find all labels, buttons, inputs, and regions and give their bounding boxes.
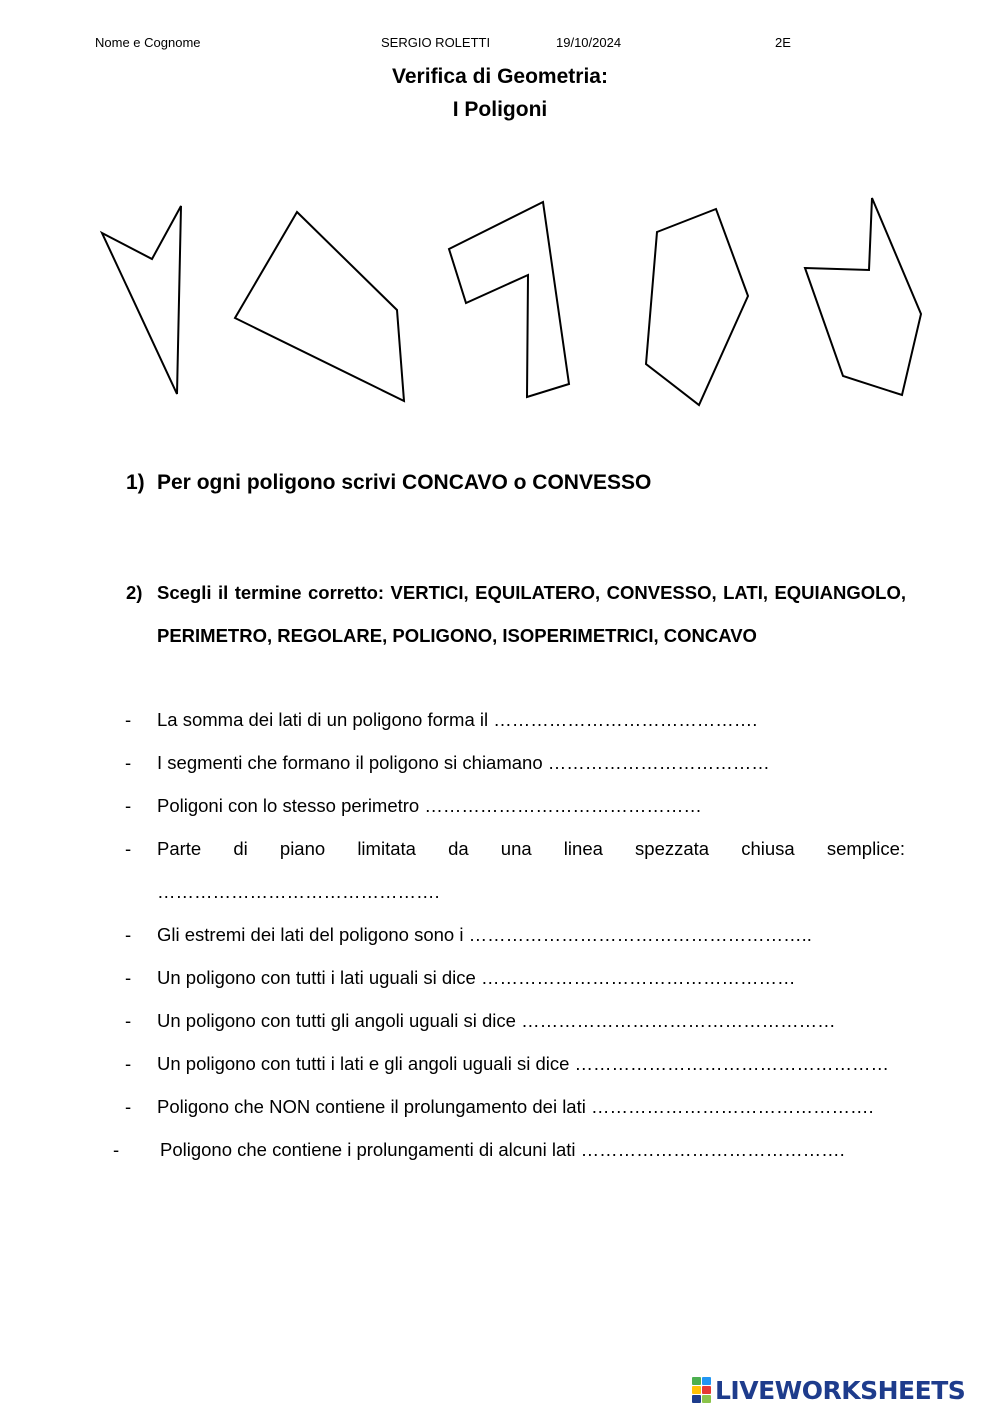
class-label: 2E — [775, 35, 791, 50]
item-dash: - — [125, 1096, 132, 1117]
answer-blank[interactable]: …………………………………………… — [480, 967, 796, 988]
fill-in-list — [0, 698, 1000, 1171]
answer-blank[interactable]: …………………………………………… — [521, 1010, 836, 1031]
item-dash: - — [125, 838, 132, 859]
item-text: I segmenti che formano il poligono si chiamano — [157, 752, 543, 773]
logo-square — [702, 1395, 711, 1403]
item-dash: - — [125, 924, 132, 945]
list-item — [0, 1085, 1000, 1128]
polygon-1 — [102, 206, 181, 394]
date: 19/10/2024 — [556, 35, 622, 50]
liveworksheets-logo-icon — [692, 1377, 712, 1403]
logo-square — [692, 1395, 701, 1403]
item-dash: - — [125, 1010, 132, 1031]
list-item — [0, 784, 1000, 827]
item-dash: - — [125, 709, 132, 730]
question-2-number: 2) — [126, 582, 143, 603]
list-item — [0, 999, 1000, 1042]
polygons-figure — [0, 190, 1000, 420]
answer-blank[interactable]: ……………………………………… — [424, 795, 702, 816]
question-2-text: Scegli il termine corretto: VERTICI, EQUILATERO, CONVESSO, LATI, EQUIANGOLO, PERIMETRO, REGOLARE, POLIGONO, ISOPERIMETRICI, CONCAVO — [157, 582, 906, 646]
answer-blank[interactable]: ……………………………………. — [493, 709, 758, 730]
item-dash: - — [125, 967, 132, 988]
list-item — [0, 1042, 1000, 1085]
polygon-3 — [449, 202, 569, 397]
item-dash: - — [125, 1053, 132, 1074]
item-text: Parte di piano limitata da una linea spezzata chiusa semplice: — [157, 838, 905, 859]
liveworksheets-logo — [692, 1374, 965, 1406]
item-text: Poligono che NON contiene il prolungamento dei lati — [157, 1096, 586, 1117]
logo-square — [702, 1386, 711, 1394]
logo-square — [692, 1386, 701, 1394]
list-item — [0, 956, 1000, 999]
answer-blank[interactable]: …………………………………………… — [574, 1053, 890, 1074]
item-text: Un poligono con tutti i lati uguali si dice — [157, 967, 476, 988]
student-name: SERGIO ROLETTI — [381, 35, 491, 50]
item-text: Un poligono con tutti gli angoli uguali si dice — [157, 1010, 516, 1031]
logo-square — [692, 1377, 701, 1385]
item-text: Poligono che contiene i prolungamenti di alcuni lati — [160, 1139, 576, 1160]
logo-square — [702, 1377, 711, 1385]
header — [0, 35, 1000, 53]
answer-blank[interactable]: ……………………………………………….. — [468, 924, 812, 945]
item-dash: - — [125, 752, 132, 773]
answer-blank[interactable]: ………………………………………. — [157, 881, 440, 902]
question-1 — [126, 471, 651, 495]
item-text: Gli estremi dei lati del poligono sono i — [157, 924, 464, 945]
title-line-2: I Poligoni — [452, 98, 548, 121]
item-dash: - — [113, 1139, 120, 1160]
name-label: Nome e Cognome — [95, 35, 201, 50]
title-line-1: Verifica di Geometria: — [392, 65, 608, 88]
answer-blank[interactable]: ………………………………………. — [590, 1096, 874, 1117]
list-item — [0, 913, 1000, 956]
page-title — [0, 60, 1000, 126]
list-item — [0, 698, 1000, 741]
item-text: La somma dei lati di un poligono forma il — [157, 709, 489, 730]
logo-text: LIVEWORKSHEETS — [715, 1375, 966, 1405]
item-text: Un poligono con tutti i lati e gli angoli uguali si dice — [157, 1053, 570, 1074]
question-1-text: Per ogni poligono scrivi CONCAVO o CONVESSO — [157, 471, 652, 494]
polygon-2 — [235, 212, 404, 401]
polygon-5 — [805, 198, 921, 395]
polygon-4 — [646, 209, 748, 405]
answer-blank[interactable]: ……………………………………. — [580, 1139, 845, 1160]
list-item — [0, 741, 1000, 784]
question-1-number: 1) — [126, 471, 145, 494]
item-text: Poligoni con lo stesso perimetro — [157, 795, 420, 816]
answer-blank[interactable]: ……………………………… — [547, 752, 770, 773]
item-dash: - — [125, 795, 132, 816]
question-2 — [126, 571, 906, 657]
list-item — [0, 827, 1000, 913]
list-item — [0, 1128, 1000, 1171]
